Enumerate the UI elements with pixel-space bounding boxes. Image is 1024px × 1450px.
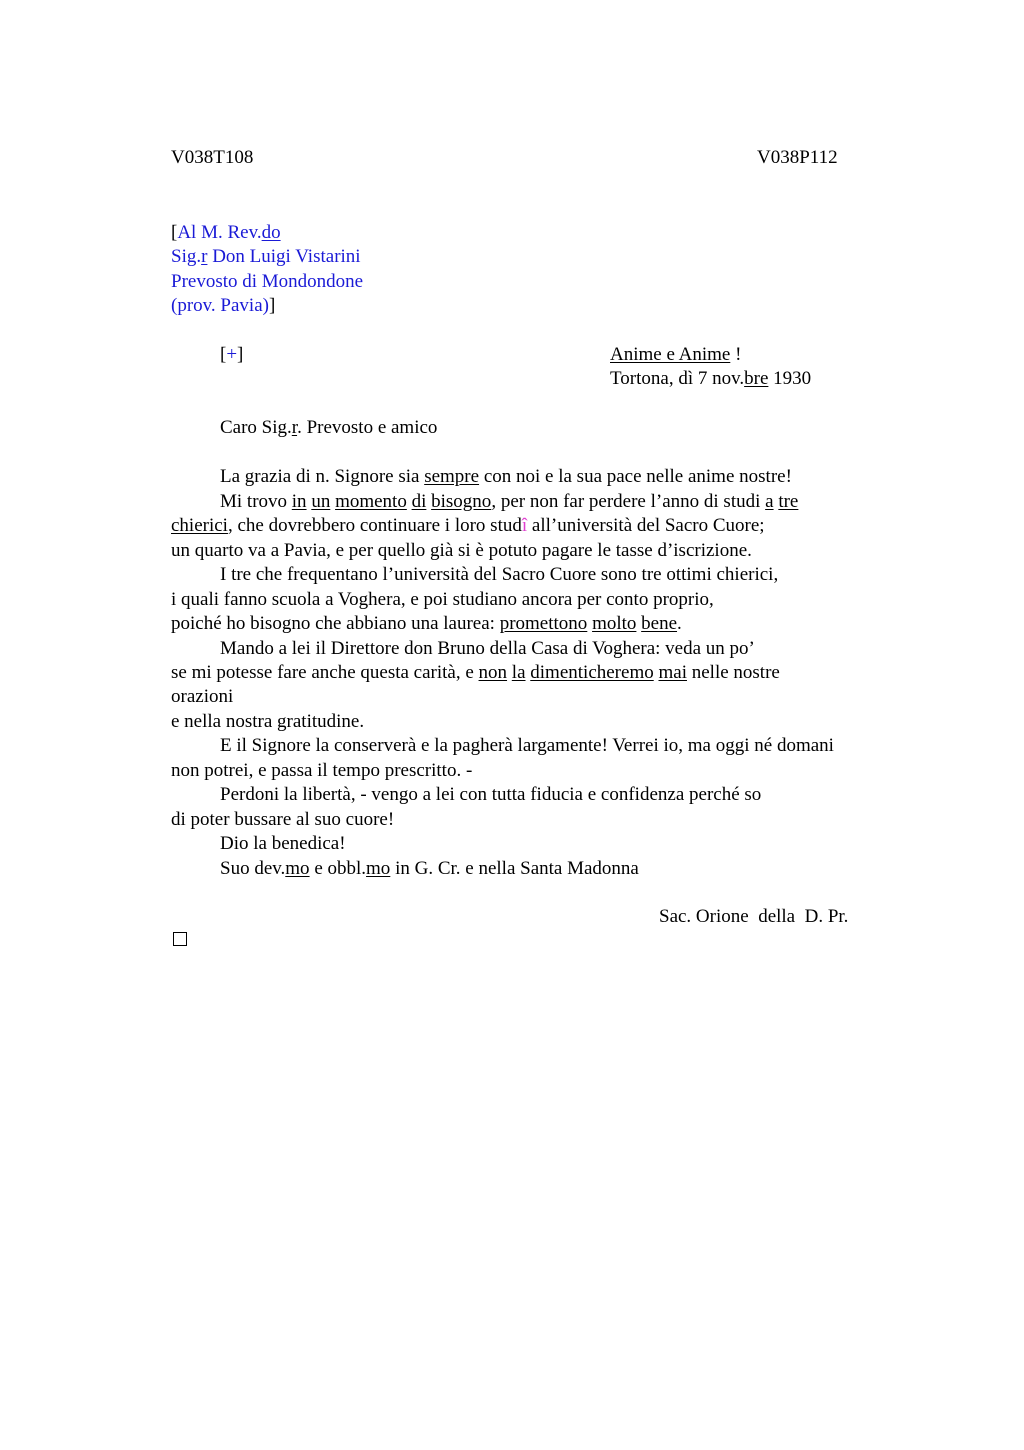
end-of-document-square xyxy=(173,932,187,946)
address-line-2: Sig.r Don Luigi Vistarini xyxy=(171,246,361,267)
body-line: poiché ho bisogno che abbiano una laurea: promettono molto bene. xyxy=(171,613,682,634)
cross-mark: [+] xyxy=(220,344,244,365)
closing-line: Suo dev.mo e obbl.mo in G. Cr. e nella Santa Madonna xyxy=(220,858,639,879)
body-line: orazioni xyxy=(171,686,234,707)
body-line: La grazia di n. Signore sia sempre con noi e la sua pace nelle anime nostre! xyxy=(220,466,792,487)
body-line: un quarto va a Pavia, e per quello già si è potuto pagare le tasse d’iscrizione. xyxy=(171,540,752,561)
signature: Sac. Orione della D. Pr. xyxy=(659,906,849,927)
body-line: Perdoni la libertà, - vengo a lei con tutta fiducia e confidenza perché so xyxy=(220,784,762,805)
doc-code-left: V038T108 xyxy=(171,147,254,168)
body-line: Mi trovo in un momento di bisogno, per non far perdere l’anno di studi a tre xyxy=(220,491,799,512)
body-line: non potrei, e passa il tempo prescritto. - xyxy=(171,760,473,781)
doc-code-right: V038P112 xyxy=(757,147,838,168)
body-line: I tre che frequentano l’università del Sacro Cuore sono tre ottimi chierici, xyxy=(220,564,779,585)
address-line-3: Prevosto di Mondondone xyxy=(171,271,364,292)
body-line: se mi potesse fare anche questa carità, e non la dimenticheremo mai nelle nostre xyxy=(171,662,780,683)
address-line-1: [Al M. Rev.do xyxy=(171,222,281,243)
body-line: i quali fanno scuola a Voghera, e poi studiano ancora per conto proprio, xyxy=(171,589,714,610)
body-line: E il Signore la conserverà e la pagherà largamente! Verrei io, ma oggi né domani xyxy=(220,735,834,756)
address-line-4: (prov. Pavia)] xyxy=(171,295,276,316)
body-line: e nella nostra gratitudine. xyxy=(171,711,365,732)
motto: Anime e Anime ! xyxy=(610,344,742,365)
body-line: di poter bussare al suo cuore! xyxy=(171,809,395,830)
body-line: Dio la benedica! xyxy=(220,833,346,854)
dateline: Tortona, dì 7 nov.bre 1930 xyxy=(610,368,812,389)
body-line: chierici, che dovrebbero continuare i loro studî all’università del Sacro Cuore; xyxy=(171,515,765,536)
body-line: Mando a lei il Direttore don Bruno della Casa di Voghera: veda un po’ xyxy=(220,638,755,659)
salutation: Caro Sig.r. Prevosto e amico xyxy=(220,417,438,438)
